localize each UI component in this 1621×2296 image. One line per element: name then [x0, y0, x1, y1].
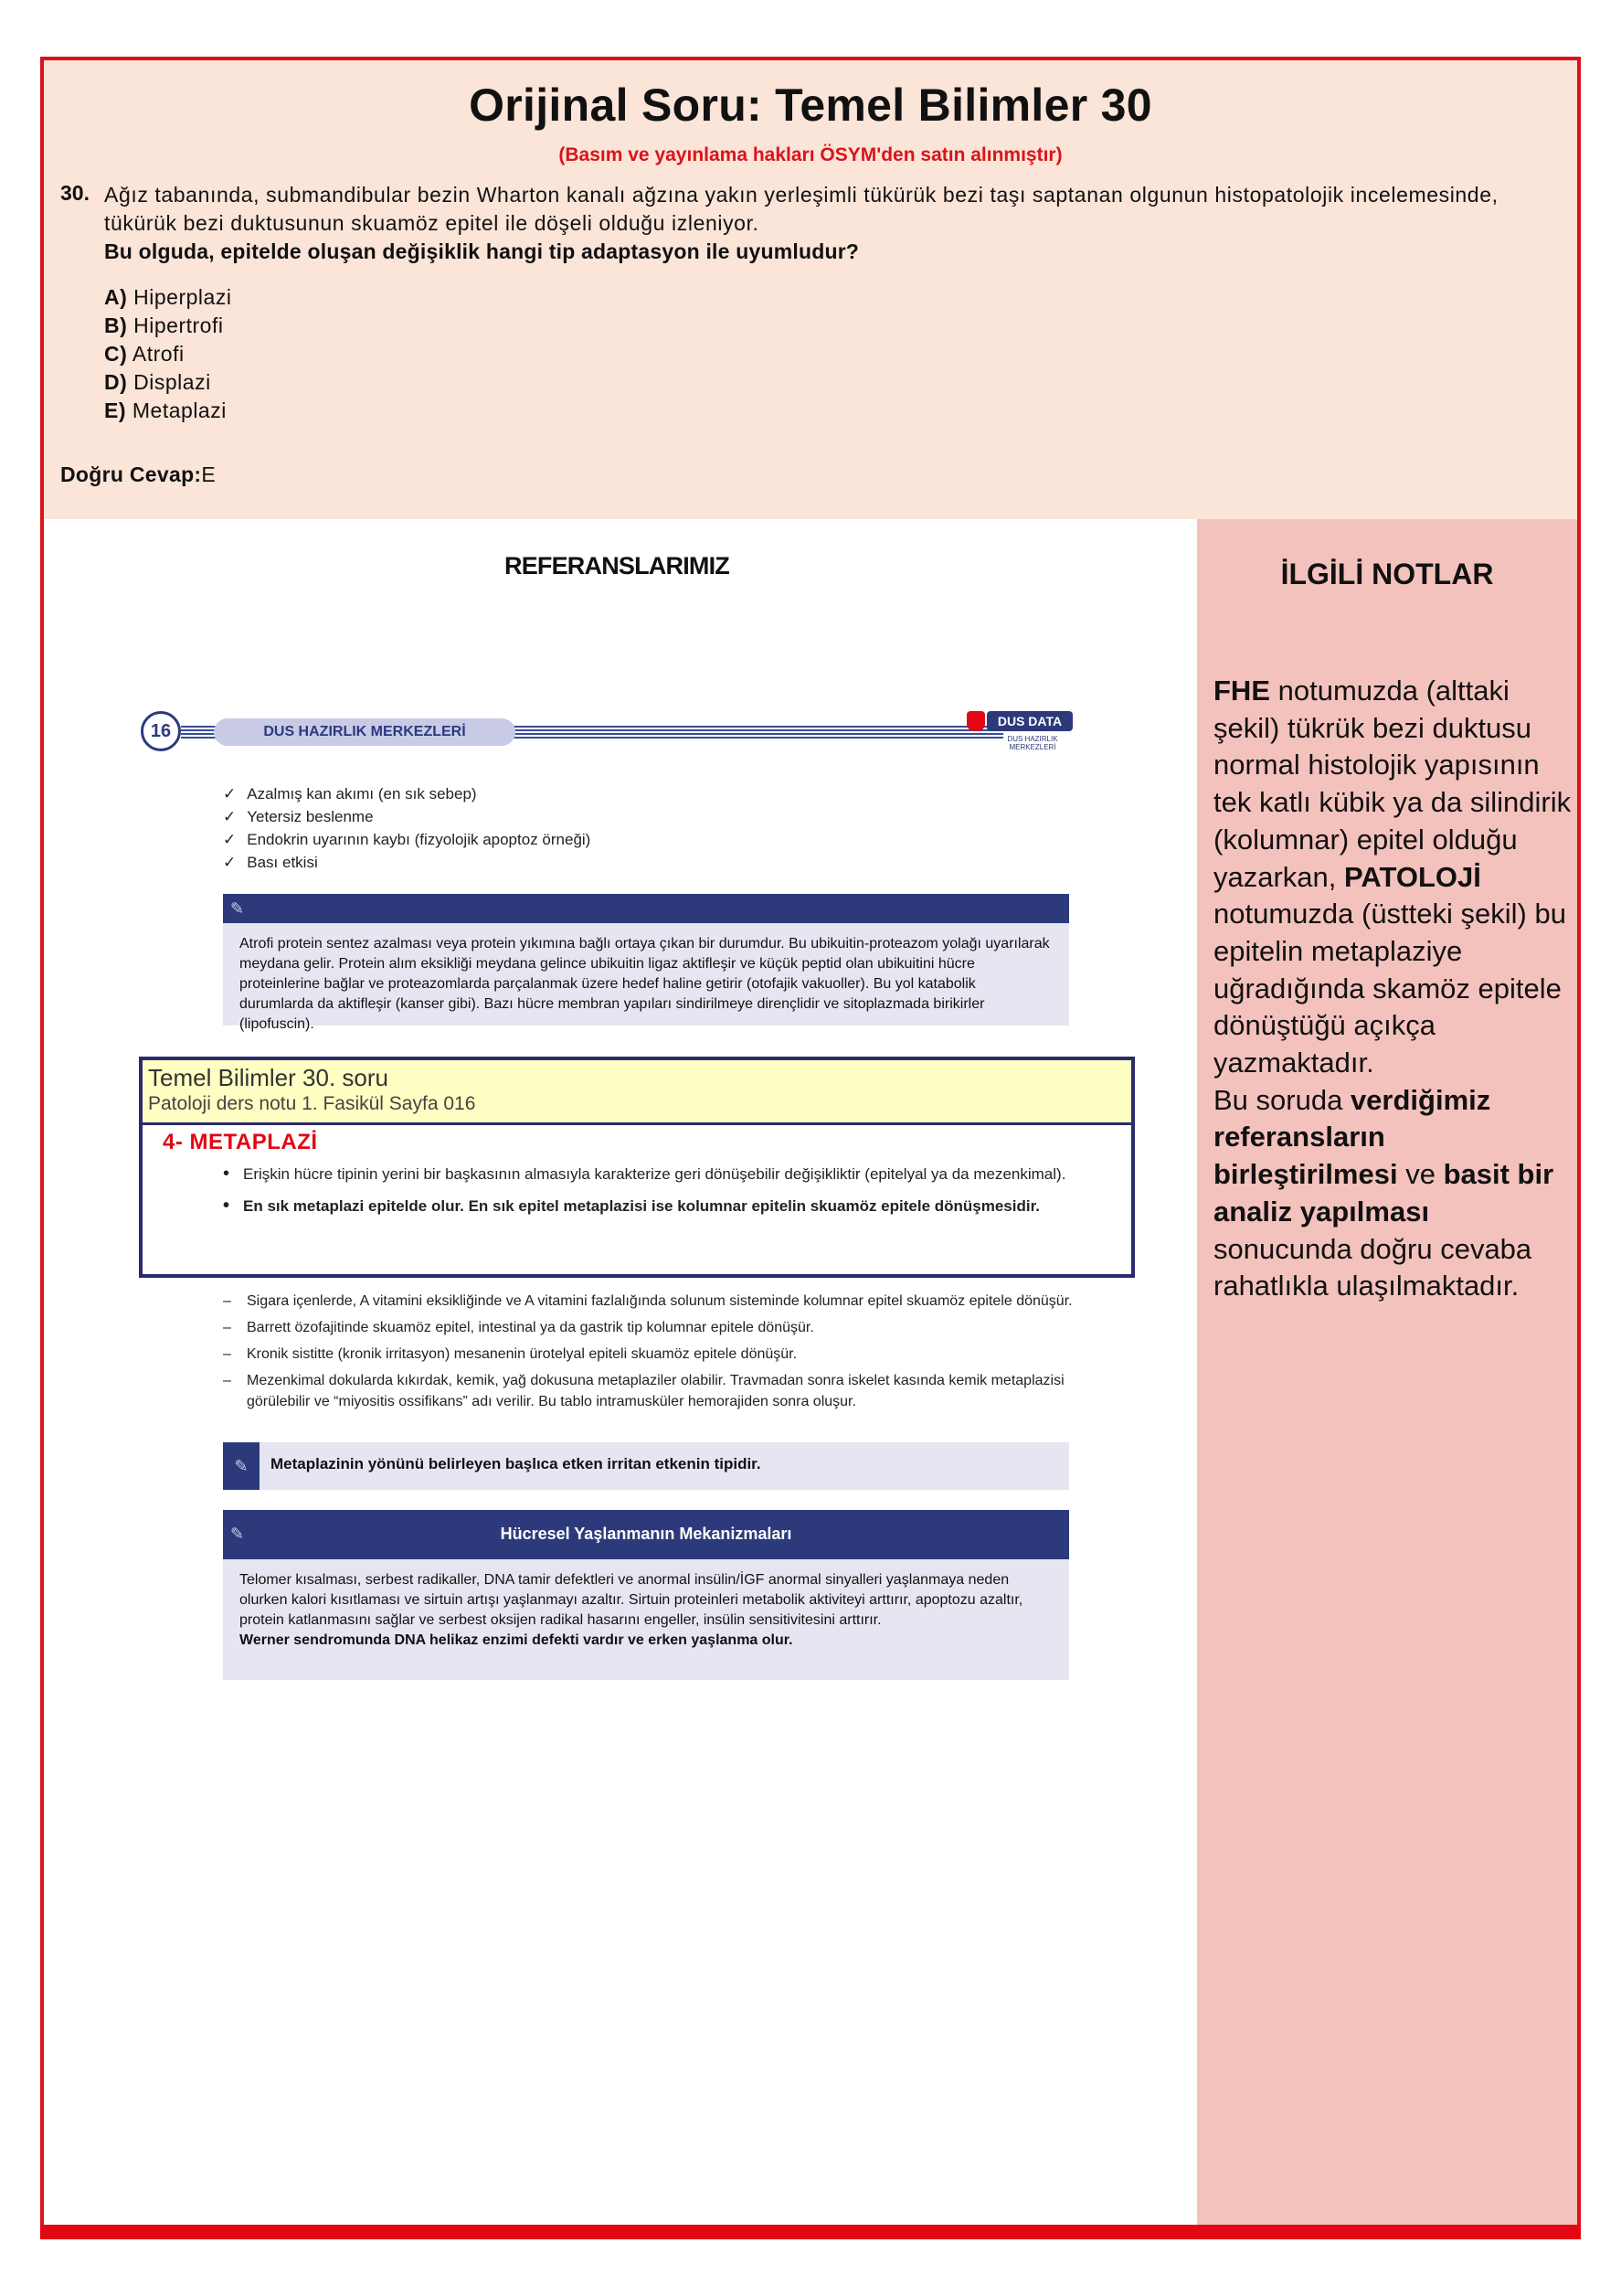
logo-text: DUS DATA: [987, 711, 1073, 731]
atrophy-note-text: Atrofi protein sentez azalması veya protein yıkımına bağlı ortaya çıkan bir durumdur. Bu ubikuitin-proteazom yolağı uyarılarak meydana gelir. Protein alım eksikliği meydana gelince ubikuitin ligaz aktifleşir ve küçük peptid olan ubikuitini hücre proteinlerine bağlar ve proteazomlarda parçalanmak üzere hedef haline getirir (otofajik vakuoller). Bu yol katabolik durumlarda da aktifleşir (kanser gibi). Bazı hücre membran yapıları sindirilmeye dirençlidir ve sitoplazmada birikirler (lipofuscin).: [239, 936, 1050, 1032]
list-item: • Erişkin hücre tipinin yerini bir başkasının almasıyla karakterize geri dönüşebilir değişikliktir (epitelyal ya da mezenkimal).: [223, 1163, 1118, 1185]
pencil-icon: ✎: [223, 1442, 260, 1490]
copyright-note: (Basım ve yayınlama hakları ÖSYM'den satın alınmıştır): [558, 144, 1063, 165]
atrophy-note-box: [223, 923, 1069, 1032]
ref-header-label: DUS HAZIRLIK MERKEZLERİ: [214, 718, 515, 746]
aging-box: [223, 1559, 1069, 1680]
option-d: D) Displazi: [104, 370, 211, 394]
bottom-red-bar: [40, 2225, 1581, 2239]
question-text: [104, 181, 1557, 266]
aging-header: [223, 1510, 1069, 1559]
aging-text: Telomer kısalması, serbest radikaller, DNA tamir defektleri ve anormal insülin/İGF anormal sinyalleri yaşlanmaya neden olurken kalori kısıtlaması ve sirtuin artışı yaşlanmayı azaltır. Sirtuin proteinleri metabolik aktiviteyi arttırır, apoptozu azaltır, protein katlanmasını sağlar ve serbest oksijen radikal hasarını engeller, insülin sensitivitesini arttırır. Werner sendromunda DNA helikaz enzimi defekti vardır ve erken yaşlanma olur.: [239, 1572, 1023, 1648]
atrophy-note-header: [223, 894, 1069, 923]
list-item: ✓ Azalmış kan akımı (en sık sebep): [223, 785, 477, 803]
question-number: 30.: [60, 181, 90, 205]
question-stem: Ağız tabanında, submandibular bezin Wharton kanalı ağzına yakın yerleşimli tükürük bezi taşı saptanan olgunun histopatolojik incelemesinde, tükürük bezi duktusunun skuamöz epitel ile döşeli olduğu izleniyor.: [104, 183, 1499, 235]
list-item: – Sigara içenlerde, A vitamini eksikliğinde ve A vitamini fazlalığında solunum sisteminde kolumnar epitel skuamöz epitele dönüşür.: [223, 1291, 1118, 1312]
notes-title: İLGİLİ NOTLAR: [1280, 558, 1494, 590]
page-title: Orijinal Soru: Temel Bilimler 30: [469, 80, 1152, 131]
metaplasia-bullets: [223, 1163, 1118, 1227]
page-frame: [40, 57, 1581, 2239]
correct-answer: [60, 462, 216, 487]
highlight-title: Temel Bilimler 30. soru: [148, 1064, 388, 1091]
list-item: ✓ Yetersiz beslenme: [223, 808, 374, 825]
highlight-source: Patoloji ders notu 1. Fasikül Sayfa 016: [148, 1093, 476, 1114]
list-item: – Barrett özofajitinde skuamöz epitel, intestinal ya da gastrik tip kolumnar epitele dönüşür.: [223, 1317, 1118, 1338]
answer-options: [104, 283, 231, 425]
list-item: – Mezenkimal dokularda kıkırdak, kemik, yağ dokusuna metaplaziler olabilir. Travmadan sonra iskelet kasında kemik metaplazisi görülebilir ve “miyositis ossifikans” adı verilir. Bu tablo intramusküler hemorajiden sonra oluşur.: [223, 1370, 1118, 1412]
option-b: B) Hipertrofi: [104, 314, 224, 337]
metaplasia-examples: [223, 1291, 1118, 1418]
pencil-icon: ✎: [230, 1525, 245, 1543]
dusdata-logo: [967, 707, 1086, 753]
notes-body: FHE notumuzda (alttaki şekil) tükrük bezi duktusu normal histolojik yapısının tek katlı kübik ya da silindirik (kolumnar) epitel olduğu yazarkan, PATOLOJİ notumuzda (üstteki şekil) bu epitelin metaplaziye uğradığında skamöz epitele dönüştüğü açıkça yazmaktadır. Bu soruda verdiğimiz referansların birleştirilmesi ve basit bir analiz yapılması sonucunda doğru cevaba rahatlıkla ulaşılmaktadır.: [1213, 675, 1572, 1302]
option-c: C) Atrofi: [104, 342, 185, 366]
option-e: E) Metaplazi: [104, 399, 227, 422]
list-item: ✓ Bası etkisi: [223, 854, 318, 871]
metaplasia-tip: [223, 1442, 1069, 1490]
atrophy-causes-list: [223, 782, 590, 874]
references-heading: REFERANSLARIMIZ: [504, 552, 729, 579]
tip-text: Metaplazinin yönünü belirleyen başlıca etken irritan etkenin tipidir.: [270, 1455, 761, 1472]
tooth-icon: [967, 711, 985, 731]
checkmark-icon: ✓: [223, 854, 237, 871]
logo-subtext: DUS HAZIRLIK MERKEZLERİ: [1007, 735, 1058, 751]
question-prompt: Bu olguda, epitelde oluşan değişiklik hangi tip adaptasyon ile uyumludur?: [104, 239, 860, 263]
checkmark-icon: ✓: [223, 808, 237, 825]
aging-title: Hücresel Yaşlanmanın Mekanizmaları: [500, 1525, 792, 1543]
highlight-label: [143, 1060, 1131, 1125]
ref-page-number: 16: [141, 711, 181, 751]
question-panel: [44, 60, 1577, 519]
answer-label: Doğru Cevap:: [60, 462, 202, 486]
notes-panel: [1197, 519, 1577, 2238]
pencil-icon: ✎: [230, 899, 245, 918]
checkmark-icon: ✓: [223, 831, 237, 848]
answer-value: E: [201, 462, 217, 486]
list-item: ✓ Endokrin uyarının kaybı (fizyolojik apoptoz örneği): [223, 831, 591, 848]
checkmark-icon: ✓: [223, 785, 237, 803]
option-a: A) Hiperplazi: [104, 285, 232, 309]
list-item: • En sık metaplazi epitelde olur. En sık epitel metaplazisi ise kolumnar epitelin skuamöz epitele dönüşmesidir.: [223, 1195, 1118, 1217]
metaplasia-title: 4- METAPLAZİ: [163, 1130, 318, 1154]
list-item: – Kronik sistitte (kronik irritasyon) mesanenin ürotelyal epiteli skuamöz epitele dönüşür.: [223, 1344, 1118, 1365]
